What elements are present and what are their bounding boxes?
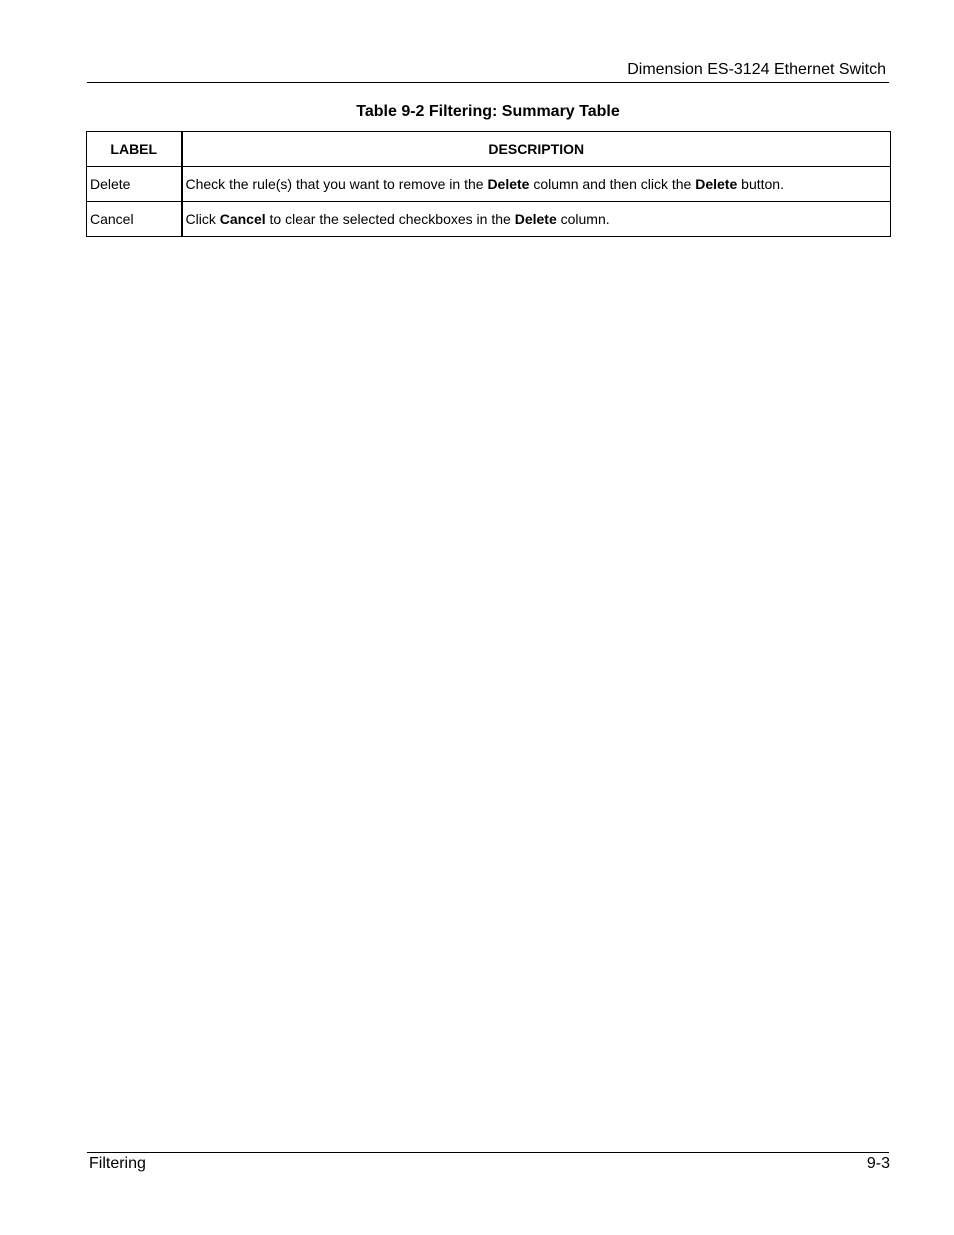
row-label: Cancel: [87, 202, 182, 237]
description-text: button.: [737, 176, 784, 192]
table-row: [87, 167, 891, 202]
row-description: [182, 167, 891, 202]
column-header-label: LABEL: [87, 132, 182, 167]
footer-divider: [87, 1152, 889, 1153]
column-header-description: DESCRIPTION: [182, 132, 891, 167]
description-bold-term: Cancel: [219, 211, 266, 227]
row-label: Delete: [87, 167, 182, 202]
description-bold-term: Delete: [514, 211, 557, 227]
description-text: to clear the selected checkboxes in the: [265, 211, 515, 227]
table-caption: Table 9-2 Filtering: Summary Table: [356, 103, 620, 120]
description-bold-term: Delete: [487, 176, 530, 192]
footer-page-number: 9-3: [866, 1155, 890, 1172]
table-header-row: [87, 132, 891, 167]
description-text: column and then click the: [529, 176, 696, 192]
table-row: [87, 202, 891, 237]
description-bold-term: Delete: [695, 176, 738, 192]
header-divider: [87, 82, 889, 83]
description-text: Check the rule(s) that you want to remove in the: [185, 176, 488, 192]
description-text: column.: [556, 211, 610, 227]
footer-section-name: Filtering: [89, 1155, 146, 1172]
running-header: Dimension ES-3124 Ethernet Switch: [627, 61, 886, 78]
summary-table: [86, 131, 891, 237]
table-body: [87, 167, 891, 237]
description-text: Click: [185, 211, 220, 227]
row-description: [182, 202, 891, 237]
